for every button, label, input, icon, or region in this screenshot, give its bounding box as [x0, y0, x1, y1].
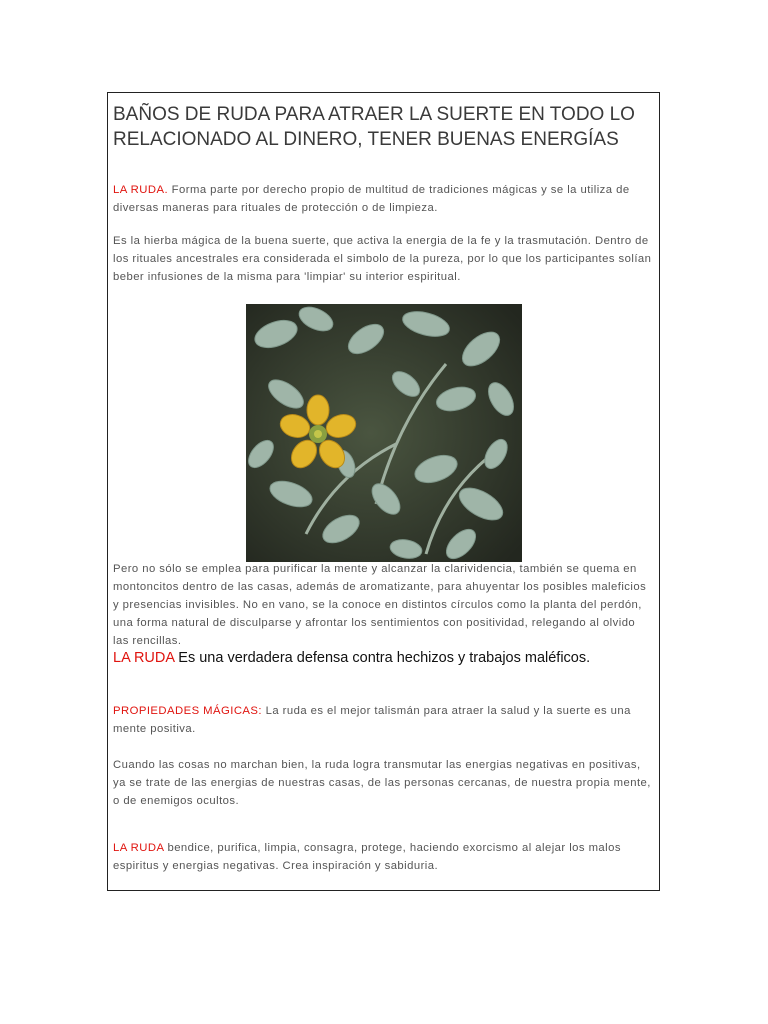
paragraph-intro	[113, 181, 653, 217]
page-title: BAÑOS DE RUDA PARA ATRAER LA SUERTE EN TODO LO RELACIONADO AL DINERO, TENER BUENAS ENERGÍAS	[113, 104, 635, 150]
ruda-flower-photo	[246, 304, 522, 562]
paragraph-propiedades	[113, 702, 653, 738]
ruda-label: LA RUDA	[113, 650, 175, 666]
propiedades-label: PROPIEDADES MÁGICAS:	[113, 705, 262, 717]
ruda-label: LA RUDA	[113, 842, 164, 854]
paragraph-transmutar: Cuando las cosas no marchan bien, la ruda logra transmutar las energias negativas en positivas, ya se trate de las energias de nuestras casas, de las personas cercanas, de nuestra propia mente, o de enemigos ocultos.	[113, 759, 651, 807]
ruda-label: LA RUDA.	[113, 184, 169, 196]
defensa-line	[113, 647, 658, 669]
paragraph-bendice	[113, 839, 653, 875]
intro-text: Forma parte por derecho propio de multitud de tradiciones mágicas y se la utiliza de diversas maneras para rituales de protección o de limpieza.	[113, 184, 630, 214]
paragraph-buena-suerte: Es la hierba mágica de la buena suerte, que activa la energia de la fe y la trasmutación. Dentro de los rituales ancestrales era considerada el simbolo de la pureza, por lo que los participantes solían beber infusiones de la misma para 'limpiar' su interior espiritual.	[113, 235, 652, 283]
bendice-text: bendice, purifica, limpia, consagra, protege, haciendo exorcismo al alejar los malos espiritus y energias negativas. Crea inspiración y sabiduria.	[113, 842, 621, 872]
propiedades-text: La ruda es el mejor talismán para atraer la salud y la suerte es una mente positiva.	[113, 705, 631, 735]
paragraph-purificar: Pero no sólo se emplea para purificar la mente y alcanzar la clarividencia, también se quema en montoncitos dentro de las casas, además de aromatizante, para ahuyentar los posibles maleficios y presencias invisibles. No en vano, se la conoce en distintos círculos como la planta del perdón, una forma natural de disculparse y afrontar los sentimientos con positividad, relegando al olvido las rencillas.	[113, 563, 647, 647]
defensa-text: Es una verdadera defensa contra hechizos y trabajos maléficos.	[174, 650, 591, 666]
